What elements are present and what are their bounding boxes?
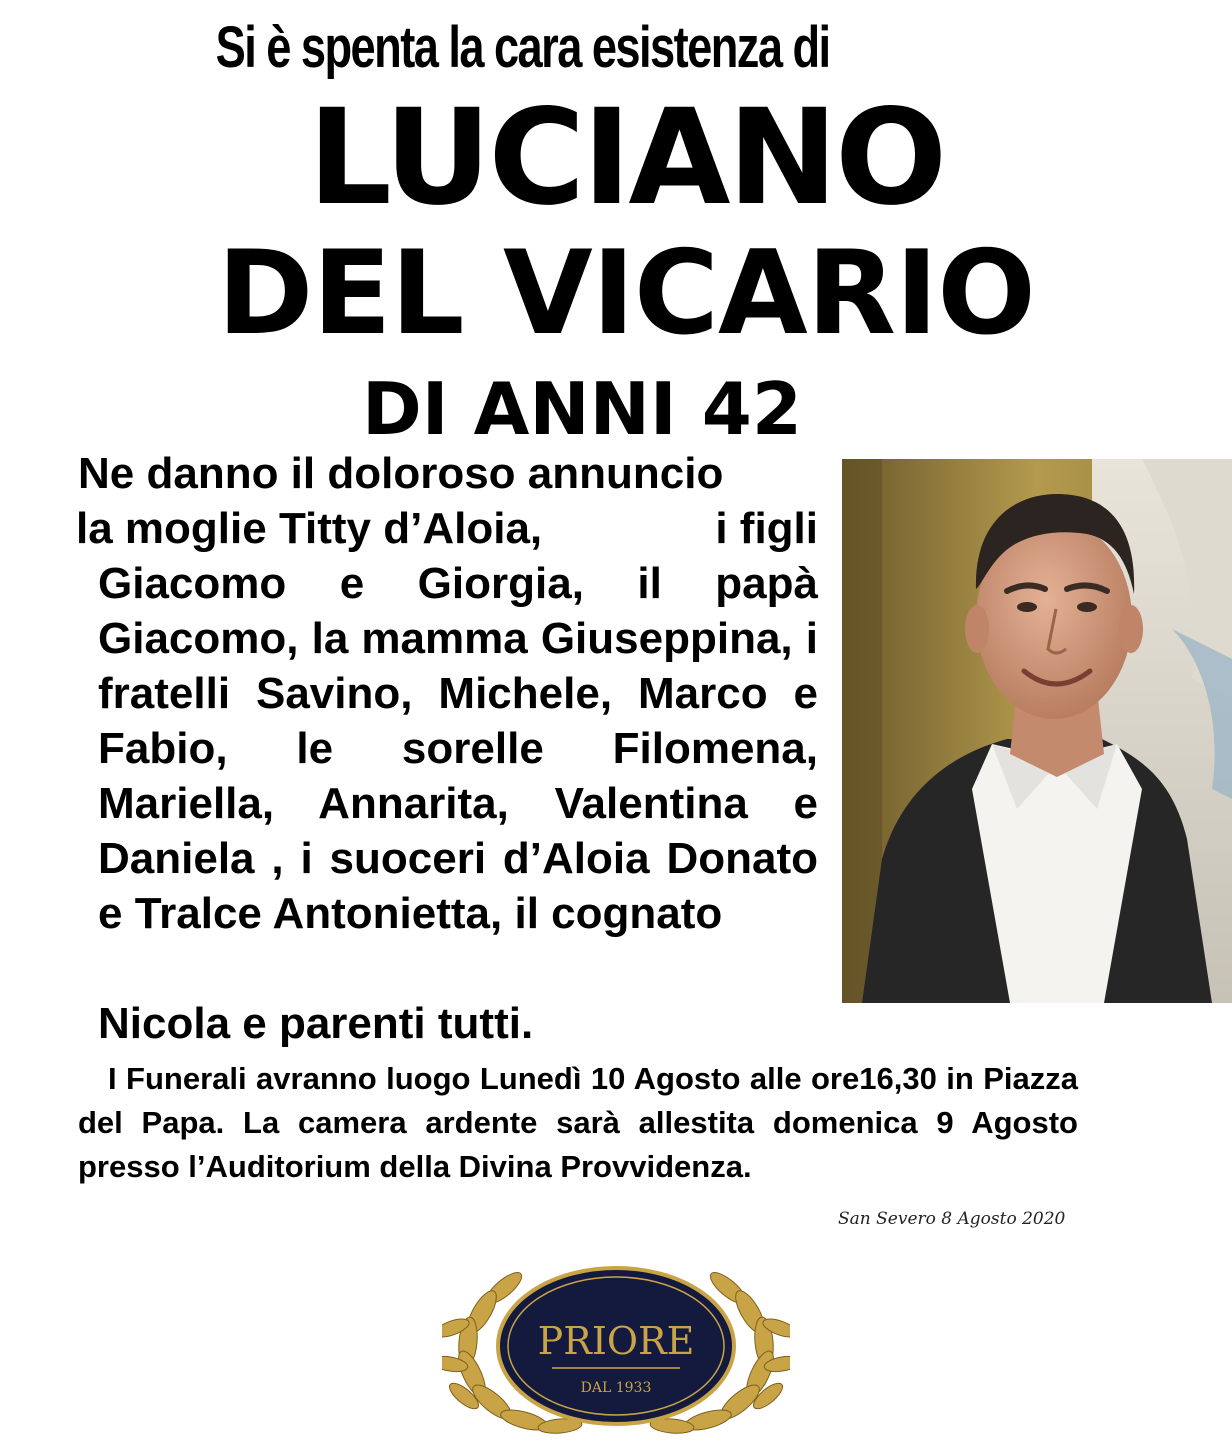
announcement-line-2 bbox=[76, 501, 818, 556]
notice-intro: Si è spenta la cara esistenza di bbox=[215, 15, 830, 80]
announcement-line-2-right: i figli bbox=[715, 504, 818, 553]
logo-since: DAL 1933 bbox=[580, 1380, 652, 1396]
announcement-end: Nicola e parenti tutti. bbox=[98, 999, 534, 1048]
signature-date: San Severo 8 Agosto 2020 bbox=[838, 1209, 1066, 1229]
portrait-photo bbox=[842, 459, 1232, 1003]
announcement-line-2-left: la moglie Titty d’Aloia, bbox=[76, 504, 543, 553]
announcement-line-1: Ne danno il doloroso annuncio bbox=[78, 449, 724, 498]
deceased-age: DI ANNI 42 bbox=[362, 367, 802, 451]
funeral-info: I Funerali avranno luogo Lunedì 10 Agosto alle ore16,30 in Piazza del Papa. La camera ardente sarà allestita domenica 9 Agosto presso l’Auditorium della Divina Provvidenza. bbox=[78, 1061, 1078, 1184]
deceased-last-name: DEL VICARIO bbox=[217, 226, 1035, 361]
announcement-body: Giacomo e Giorgia, il papà Giacomo, la mamma Giuseppina, i fratelli Savino, Michele, Marco e Fabio, le sorelle Filomena, Mariella, Annarita, Valentina e Daniela , i suoceri d’Aloia Donato e Tralce Antonietta, il cognato bbox=[98, 559, 818, 938]
priore-logo bbox=[442, 1254, 790, 1436]
logo-name: PRIORE bbox=[537, 1319, 695, 1363]
deceased-first-name: LUCIANO bbox=[307, 81, 945, 235]
